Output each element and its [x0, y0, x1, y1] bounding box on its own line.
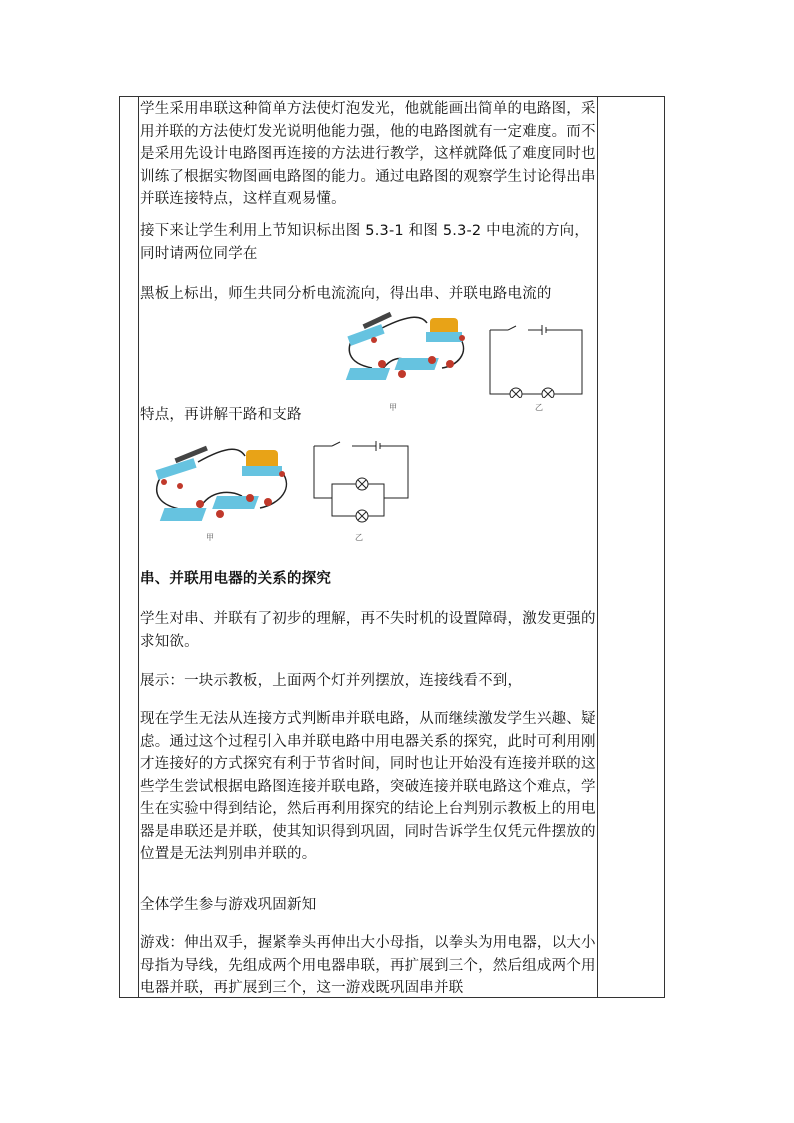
paragraph-game: 游戏：伸出双手，握紧拳头再伸出大小母指，以拳头为用电器，以大小母指为导线，先组成两个用电器串联，再扩展到三个，然后组成两个用电器并联，再扩展到三个，这一游戏既巩固串并联 — [140, 935, 596, 996]
paragraph-trunk-branch: 特点，再讲解干路和支路 — [140, 407, 302, 423]
fig2-photo-caption: 甲 — [206, 533, 214, 542]
parallel-circuit-photo — [150, 438, 292, 528]
parallel-circuit-diagram — [312, 440, 410, 526]
paragraph-display: 展示：一块示教板，上面两个灯并列摆放，连接线看不到， — [140, 673, 523, 689]
section-heading: 串、并联用电器的关系的探究 — [140, 571, 332, 587]
paragraph-game-intro: 全体学生参与游戏巩固新知 — [140, 897, 317, 913]
fig1-photo-caption: 甲 — [389, 403, 397, 412]
table-column-divider-left — [138, 97, 139, 997]
paragraph-blackboard: 黑板上标出，师生共同分析电流流向，得出串、并联电路电流的 — [140, 286, 552, 302]
paragraph-exploration: 现在学生无法从连接方式判断串并联电路，从而继续激发学生兴趣、疑虑。通过这个过程引入串并联电路中用电器关系的探究，此时可利用刚才连接好的方式探究有利于节省时间，同时也让开始没有连接并联的这些学生尝试根据电路图连接并联电路，突破连接并联电路这个难点，学生在实验中得到结论，然后再利用探究的结论上台判别示教板上的用电器是串联还是并联，使其知识得到巩固，同时告诉学生仅凭元件摆放的位置是无法判别串并联的。 — [140, 711, 596, 862]
table-column-divider-right — [597, 97, 598, 997]
paragraph-mark-current: 接下来让学生利用上节知识标出图 5.3-1 和图 5.3-2 中电流的方向，同时请两位同学在 — [140, 223, 590, 262]
series-circuit-diagram — [488, 322, 584, 398]
series-circuit-photo — [342, 308, 472, 393]
paragraph-obstacle: 学生对串、并联有了初步的理解，再不失时机的设置障碍，激发更强的求知欲。 — [140, 611, 596, 650]
fig1-diagram-caption: 乙 — [535, 403, 543, 412]
paragraph-method: 学生采用串联这种简单方法使灯泡发光，他就能画出简单的电路图，采用并联的方法使灯发光说明他能力强，他的电路图就有一定难度。而不是采用先设计电路图再连接的方法进行教学，这样就降低了难度同时也训练了根据实物图画电路图的能力。通过电路图的观察学生讨论得出串并联连接特点，这样直观易懂。 — [140, 101, 596, 207]
fig2-diagram-caption: 乙 — [355, 533, 363, 542]
